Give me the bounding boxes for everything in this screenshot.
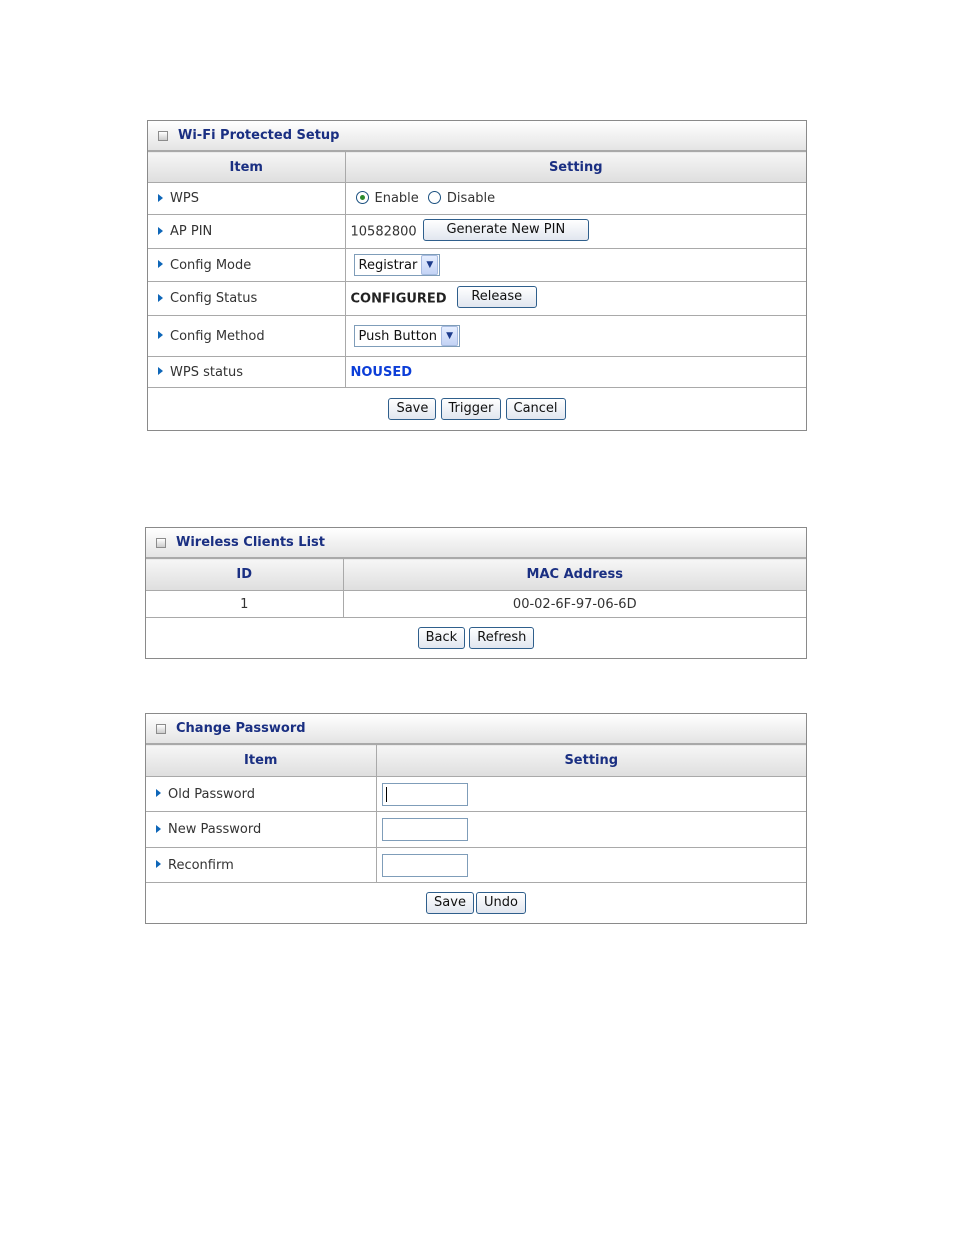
wps-panel xyxy=(147,120,807,431)
wps-status-value: NOUSED xyxy=(350,364,413,380)
wps-disable-radio[interactable] xyxy=(428,191,441,204)
config-mode-select[interactable] xyxy=(354,254,441,276)
password-table xyxy=(146,744,806,924)
item-header: Item xyxy=(146,745,376,777)
config-mode-row xyxy=(148,249,806,282)
arrow-icon xyxy=(156,860,161,868)
arrow-icon xyxy=(156,789,161,797)
save-button[interactable]: Save xyxy=(388,398,436,420)
setting-header: Setting xyxy=(345,152,806,183)
arrow-icon xyxy=(156,825,161,833)
reconfirm-row xyxy=(146,848,806,883)
password-panel xyxy=(145,713,807,924)
config-method-row xyxy=(148,316,806,357)
chevron-down-icon: ▼ xyxy=(441,326,458,346)
panel-box-icon xyxy=(156,724,166,734)
new-password-row xyxy=(146,812,806,848)
wps-table xyxy=(148,151,806,430)
old-password-label: Old Password xyxy=(168,786,255,802)
wps-label: WPS xyxy=(170,191,199,206)
trigger-button[interactable]: Trigger xyxy=(441,398,502,420)
ap-pin-value: 10582800 xyxy=(350,224,417,239)
old-password-field[interactable] xyxy=(382,783,468,806)
id-header: ID xyxy=(146,559,343,591)
save-button[interactable]: Save xyxy=(426,892,474,914)
config-method-value: Push Button xyxy=(358,328,438,344)
clients-panel xyxy=(145,527,807,659)
old-password-row xyxy=(146,777,806,812)
client-mac: 00-02-6F-97-06-6D xyxy=(343,591,806,618)
wps-button-bar xyxy=(148,388,806,430)
clients-panel-title-text: Wireless Clients List xyxy=(176,535,325,550)
mac-header: MAC Address xyxy=(343,559,806,591)
release-button[interactable]: Release xyxy=(457,286,537,308)
clients-panel-title xyxy=(146,528,806,558)
config-method-label: Config Method xyxy=(170,328,265,344)
new-password-label: New Password xyxy=(168,822,262,837)
chevron-down-icon: ▼ xyxy=(421,255,438,275)
generate-pin-button[interactable]: Generate New PIN xyxy=(423,219,589,241)
config-mode-value: Registrar xyxy=(358,257,418,273)
arrow-icon xyxy=(158,331,163,339)
arrow-icon xyxy=(158,260,163,268)
wps-disable-label: Disable xyxy=(446,191,496,206)
new-password-field[interactable] xyxy=(382,818,468,841)
arrow-icon xyxy=(158,367,163,375)
password-panel-title xyxy=(146,714,806,744)
config-status-value: CONFIGURED xyxy=(350,291,447,306)
reconfirm-field[interactable] xyxy=(382,854,468,877)
arrow-icon xyxy=(158,194,163,202)
client-id: 1 xyxy=(146,591,343,618)
reconfirm-label: Reconfirm xyxy=(168,857,234,873)
ap-pin-label: AP PIN xyxy=(170,224,213,239)
wps-enable-radio[interactable] xyxy=(356,191,369,204)
back-button[interactable]: Back xyxy=(418,627,466,649)
clients-button-bar xyxy=(146,618,806,659)
password-panel-title-text: Change Password xyxy=(176,721,306,736)
item-header: Item xyxy=(148,152,345,183)
wps-panel-title-text: Wi-Fi Protected Setup xyxy=(178,128,340,143)
refresh-button[interactable]: Refresh xyxy=(469,627,534,649)
ap-pin-row xyxy=(148,215,806,249)
config-method-select[interactable] xyxy=(354,325,461,347)
panel-box-icon xyxy=(156,538,166,548)
wps-enable-label: Enable xyxy=(374,191,419,206)
wps-row xyxy=(148,183,806,215)
arrow-icon xyxy=(158,227,163,235)
panel-box-icon xyxy=(158,131,168,141)
config-status-row xyxy=(148,282,806,316)
wps-panel-title xyxy=(148,121,806,151)
cancel-button[interactable]: Cancel xyxy=(506,398,566,420)
table-row xyxy=(146,591,806,618)
wps-status-label: WPS status xyxy=(170,364,244,380)
undo-button[interactable]: Undo xyxy=(476,892,526,914)
arrow-icon xyxy=(158,294,163,302)
password-button-bar xyxy=(146,883,806,924)
config-status-label: Config Status xyxy=(170,291,258,306)
setting-header: Setting xyxy=(376,745,806,777)
clients-table xyxy=(146,558,806,659)
wps-status-row xyxy=(148,357,806,388)
config-mode-label: Config Mode xyxy=(170,257,252,273)
